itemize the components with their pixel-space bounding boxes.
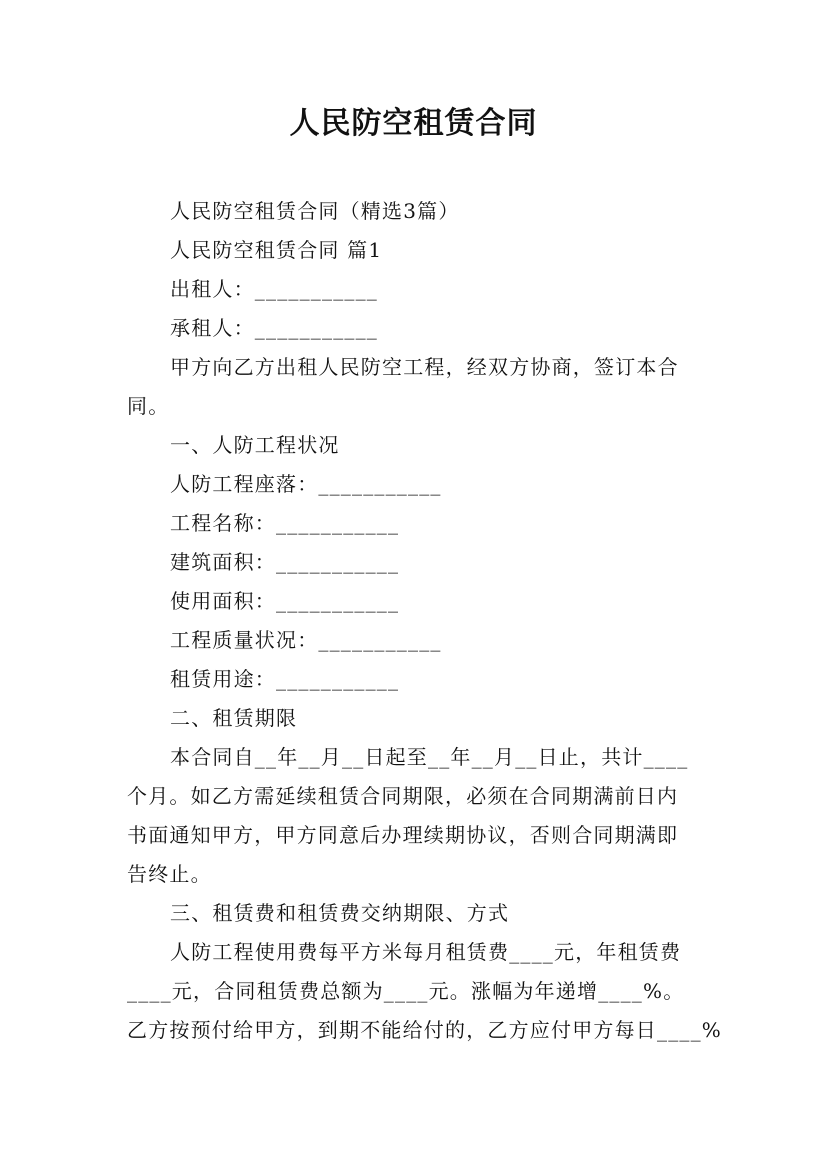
paragraph-line: 乙方按预付给甲方，到期不能给付的，乙方应付甲方每日____%	[127, 1018, 723, 1042]
paragraph-line: 个月。如乙方需延续租赁合同期限，必须在合同期满前日内	[127, 784, 679, 808]
section-heading: 人民防空租赁合同 篇1	[170, 238, 383, 262]
quality-status-field: 工程质量状况：___________	[170, 628, 442, 652]
paragraph-line: 同。	[127, 394, 170, 418]
project-name-field: 工程名称：___________	[170, 511, 400, 535]
paragraph-line: 告终止。	[127, 862, 212, 886]
lessor-field: 出租人：___________	[170, 277, 378, 301]
clause-heading: 一、人防工程状况	[170, 433, 340, 457]
subtitle-line: 人民防空租赁合同（精选3篇）	[170, 199, 460, 223]
paragraph-line: 书面通知甲方，甲方同意后办理续期协议，否则合同期满即	[127, 823, 679, 847]
building-area-field: 建筑面积：___________	[170, 550, 400, 574]
clause-heading: 二、租赁期限	[170, 706, 298, 730]
paragraph-line: ____元，合同租赁费总额为____元。涨幅为年递增____%。	[127, 979, 685, 1003]
paragraph-line: 本合同自__年__月__日起至__年__月__日止，共计____	[170, 745, 689, 769]
paragraph-line: 甲方向乙方出租人民防空工程，经双方协商，签订本合	[170, 355, 679, 379]
document-title: 人民防空租赁合同	[289, 106, 538, 141]
lessee-field: 承租人：___________	[170, 316, 378, 340]
clause-heading: 三、租赁费和租赁费交纳期限、方式	[170, 901, 510, 925]
location-field: 人防工程座落：___________	[170, 472, 442, 496]
usable-area-field: 使用面积：___________	[170, 589, 400, 613]
lease-purpose-field: 租赁用途：___________	[170, 667, 400, 691]
paragraph-line: 人防工程使用费每平方米每月租赁费____元，年租赁费	[170, 940, 682, 964]
